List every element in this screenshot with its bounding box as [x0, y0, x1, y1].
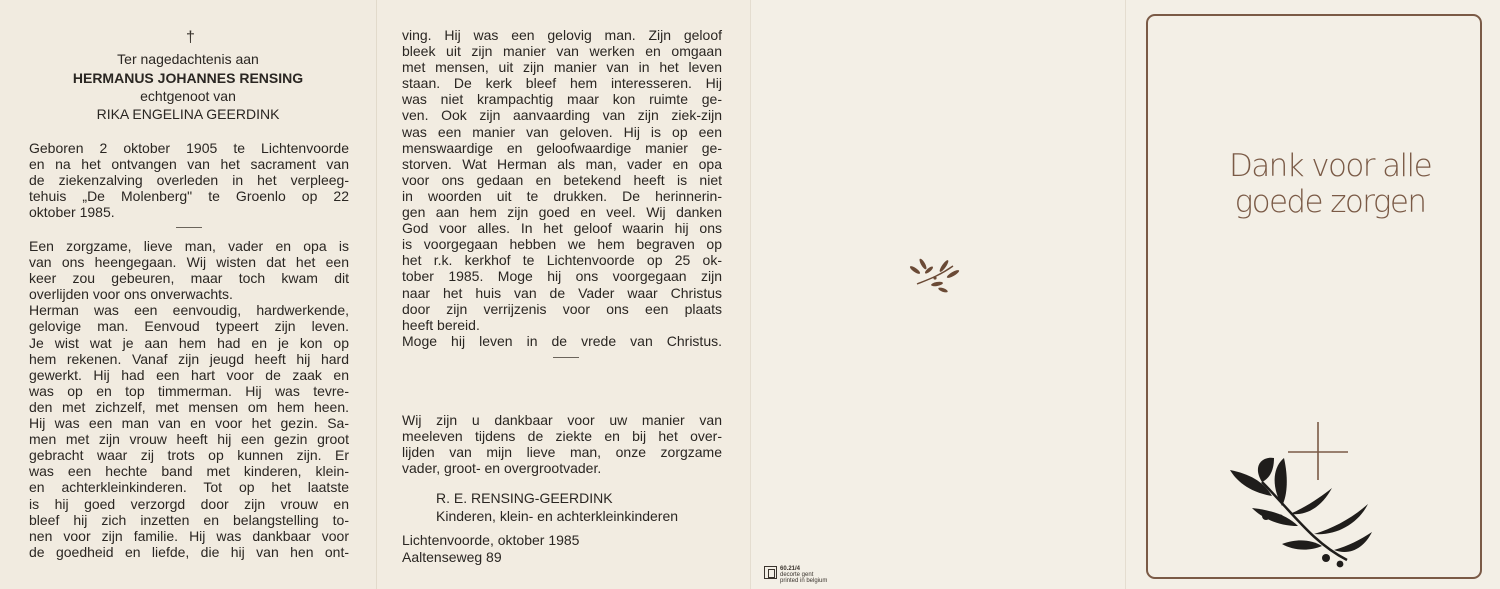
- front-cover-panel: [1125, 0, 1500, 589]
- text-line: het r.k. kerkhof te Lichtenvoorde op 25 ok-: [402, 252, 722, 269]
- publisher-logo-icon: [764, 566, 777, 579]
- text-line: Je wist wat je aan hem had en je kon op: [29, 334, 349, 351]
- text-line: menswaardige en geloofwaardige manier ge-: [402, 139, 722, 156]
- spouse-name: RIKA ENGELINA GEERDINK: [96, 106, 280, 123]
- olive-sprig-icon: [909, 256, 961, 296]
- publisher-mark: [764, 566, 827, 584]
- text-line: tober 1985. Moge hij ons voorgegaan zijn: [402, 268, 722, 285]
- text-line: ving. Hij was een gelovig man. Zijn geloof: [402, 27, 722, 43]
- text-line: is hij goed verzorgd door zijn vrouw en: [29, 495, 349, 512]
- text-line: en achterkleinkinderen. Tot op het laatste: [29, 479, 349, 496]
- text-line: de ziekenzalving overleden in het verpleeg-: [29, 172, 349, 189]
- cover-title-line: Dank voor alle: [1228, 148, 1432, 184]
- text-line: gen aan hem zijn goed en veel. Wij danken: [402, 204, 722, 221]
- text-line: en na het ontvangen van het sacrament van: [29, 156, 349, 173]
- publisher-origin: printed in belgium: [780, 578, 828, 584]
- cover-title: [1210, 148, 1450, 220]
- text-line: bleef hij zich inzetten en belangstelling to-: [29, 511, 349, 528]
- text-line: gelovige man. Eenvoud typeert zijn leven.: [29, 318, 349, 335]
- text-line: den met zichzelf, met mensen om hem heen.: [29, 398, 349, 415]
- signature-name: R. E. RENSING-GEERDINK: [436, 490, 613, 506]
- text-line: Hij was een man van en voor het gezin. Sa-: [29, 415, 349, 432]
- place-date: Lichtenvoorde, oktober 1985: [402, 532, 580, 548]
- text-line: gebracht waar zij trots op kunnen zijn. Er: [29, 447, 349, 464]
- cross-icon: †: [186, 29, 195, 46]
- text-line: storven. Wat Herman als man, vader en opa: [402, 155, 722, 172]
- spouse-label: echtgenoot van: [140, 88, 236, 105]
- memorial-panel-left: [0, 0, 376, 589]
- text-line: Herman was een eenvoudig, hardwerkende,: [29, 302, 349, 319]
- address-block: [402, 532, 702, 565]
- text-line: was een manier van geloven. Hij is op een: [402, 123, 722, 140]
- publisher-code: 60.21/4: [780, 566, 801, 572]
- text-line: ven. Ook zijn aanvaarding van zijn ziek-zijn: [402, 107, 722, 124]
- address: Aaltenseweg 89: [402, 549, 502, 566]
- cover-title-line: goede zorgen: [1234, 184, 1426, 220]
- text-line: door zijn verrijzenis voor ons een plaats: [402, 300, 722, 317]
- text-line: staan. De kerk bleef hem interesseren. Hij: [402, 75, 722, 92]
- text-line: Wij zijn u dankbaar voor uw manier van: [402, 412, 722, 428]
- thanks-paragraph: [402, 412, 722, 476]
- text-line: hem rekenen. Vanaf zijn jeugd heeft hij hard: [29, 350, 349, 367]
- blank-back-panel: [750, 0, 1125, 589]
- in-memory-label: Ter nagedachtenis aan: [117, 51, 259, 67]
- memorial-panel-right: [376, 0, 750, 589]
- text-line: was op en top timmerman. Hij was tevre-: [29, 382, 349, 399]
- text-line: was niet krampachtig maar kon ruimte ge-: [402, 91, 722, 108]
- text-line: voor ons gedaan en betekend heeft is niet: [402, 171, 722, 188]
- text-line: van ons heengegaan. Wij wisten dat het een: [29, 254, 349, 271]
- text-line: nen voor zijn familie. Hij was dankbaar voor: [29, 527, 349, 544]
- text-line: men met zijn vrouw heeft hij een gezin groot: [29, 431, 349, 448]
- text-line: God voor alles. In het geloof waarin hij ons: [402, 220, 722, 237]
- separator: [553, 357, 579, 358]
- olive-branch-cross-icon: [1222, 422, 1382, 572]
- text-line: lijden van mijn lieve man, onze zorgzame: [402, 444, 722, 461]
- text-line: Een zorgzame, lieve man, vader en opa is: [29, 238, 349, 254]
- deceased-name: HERMANUS JOHANNES RENSING: [72, 70, 304, 87]
- separator: [176, 227, 202, 228]
- text-line: keer zou gebeuren, maar toch kwam dit: [29, 270, 349, 287]
- signature-block: [436, 490, 736, 524]
- publisher-name: decorte gent: [780, 572, 814, 578]
- text-line: met mensen, uit zijn manier van in het leven: [402, 59, 722, 76]
- text-line: vader, groot- en overgrootvader.: [402, 460, 602, 477]
- birth-paragraph: [29, 140, 349, 220]
- text-line: is voorgegaan hebben we hem begraven op: [402, 236, 722, 253]
- text-line: bleek uit zijn manier van werken en omgaan: [402, 43, 722, 60]
- text-line: overlijden voor ons onverwachts.: [29, 286, 233, 303]
- text-line: heeft bereid.: [402, 316, 480, 333]
- text-line: de goedheid en liefde, die hij van hen ont-: [29, 543, 349, 560]
- text-line: in woorden uit te drukken. De herinnerin-: [402, 187, 722, 204]
- memorial-header: [0, 51, 376, 122]
- faith-paragraph: [402, 27, 722, 349]
- text-line: oktober 1985.: [29, 204, 115, 221]
- text-line: meeleven tijdens de ziekte en bij het over-: [402, 428, 722, 445]
- family-line: Kinderen, klein- en achterkleinkinderen: [436, 508, 679, 525]
- tribute-paragraph: [29, 238, 349, 560]
- text-line: gewerkt. Hij had een hart voor de zaak en: [29, 366, 349, 383]
- text-line: was een hechte band met kinderen, klein-: [29, 463, 349, 480]
- text-line: tehuis „De Molenberg" te Groenlo op 22: [29, 188, 349, 205]
- text-line: naar het huis van de Vader waar Christus: [402, 284, 722, 301]
- text-line: Moge hij leven in de vrede van Christus.: [402, 332, 722, 349]
- text-line: Geboren 2 oktober 1905 te Lichtenvoorde: [29, 140, 349, 156]
